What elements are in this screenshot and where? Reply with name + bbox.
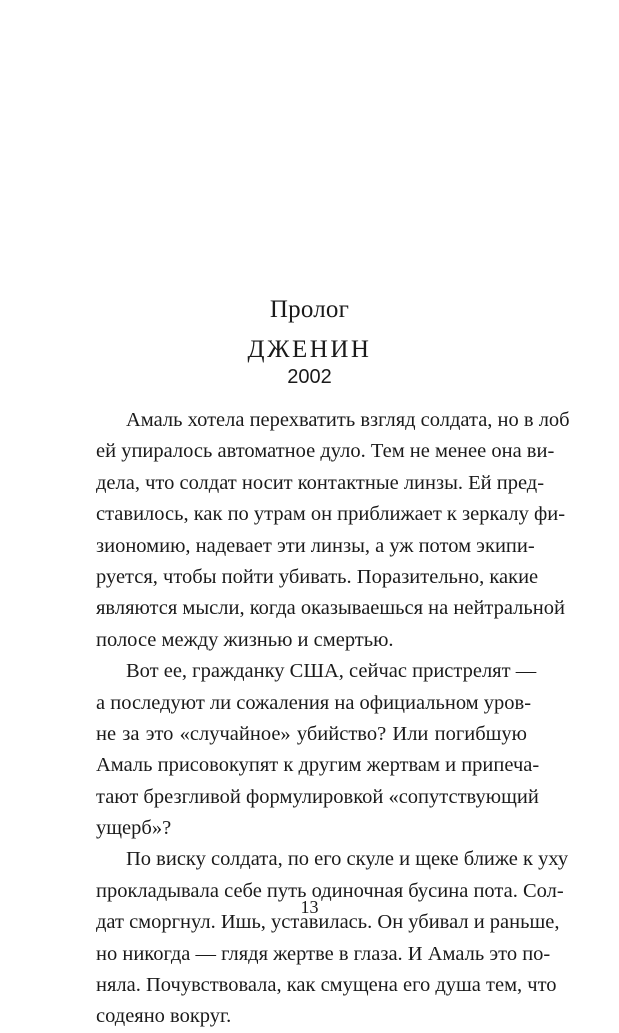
body-text xyxy=(96,405,570,1033)
chapter-year: 2002 xyxy=(287,366,332,388)
text-line: По виску солдата, по его скуле и щеке ближе к уху xyxy=(126,848,569,871)
text-line: зиономию, надевает эти линзы, а уж потом экипи- xyxy=(96,534,535,557)
text-line: не за это «случайное» убийство? Или погибшую xyxy=(96,722,527,745)
text-line: полосе между жизнью и смертью. xyxy=(96,628,394,651)
text-line: прокладывала себе путь одиночная бусина пота. Сол- xyxy=(96,879,564,902)
paragraph-2 xyxy=(96,656,540,844)
text-line: являются мысли, когда оказываешься на нейтральной xyxy=(96,597,565,620)
prologue-label: Пролог xyxy=(269,296,350,323)
text-line: дат сморгнул. Ишь, уставилась. Он убивал и раньше, xyxy=(96,911,560,934)
page-number: 13 xyxy=(300,897,319,917)
paragraph-1 xyxy=(96,405,570,656)
text-line: ставилось, как по утрам он приближает к зеркалу фи- xyxy=(96,503,566,526)
text-line: ей упиралось автоматное дуло. Тем не менее она ви- xyxy=(96,440,555,463)
text-line: Амаль присовокупят к другим жертвам и припеча- xyxy=(96,754,540,777)
paragraph-3 xyxy=(96,844,569,1032)
text-line: Амаль хотела перехватить взгляд солдата, но в лоб xyxy=(126,409,570,431)
text-line: тают брезгливой формулировкой «сопутствующий xyxy=(96,785,539,808)
text-line: ущерб»? xyxy=(96,817,172,840)
text-line: но никогда — глядя жертве в глаза. И Амаль это по- xyxy=(96,942,551,965)
text-line: дела, что солдат носит контактные линзы. Ей пред- xyxy=(96,471,545,494)
text-line: Вот ее, гражданку США, сейчас пристрелят — xyxy=(126,660,537,683)
text-line: няла. Почувствовала, как смущена его душа тем, что xyxy=(96,974,557,997)
text-line: а последуют ли сожаления на официальном уров- xyxy=(96,691,532,714)
text-line: руется, чтобы пойти убивать. Поразительно, какие xyxy=(96,565,539,588)
chapter-title: ДЖЕНИН xyxy=(247,336,372,363)
text-line: содеяно вокруг. xyxy=(96,1005,232,1028)
